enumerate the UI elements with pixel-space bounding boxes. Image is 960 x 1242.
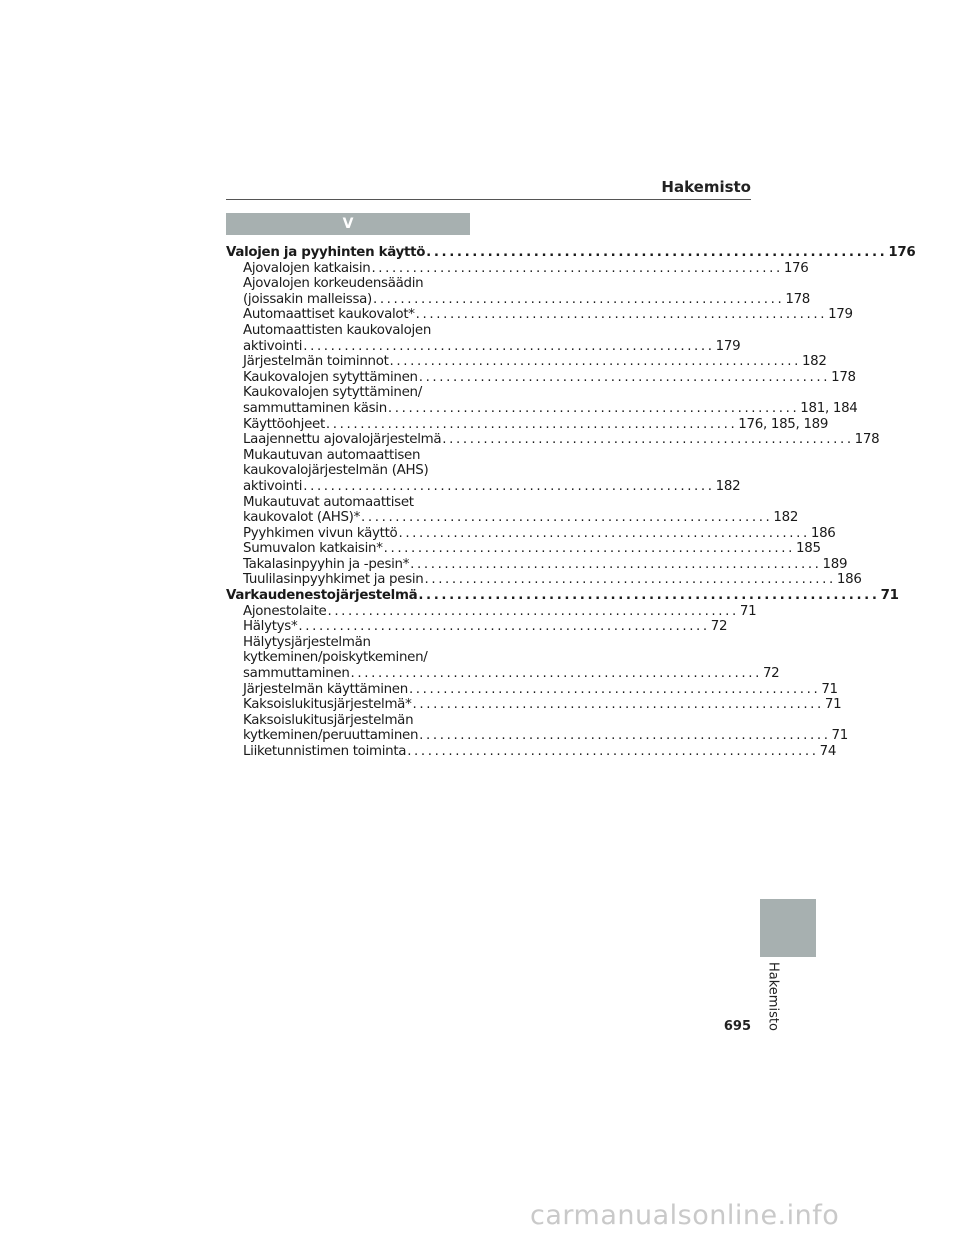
index-sub-entry [226, 463, 470, 479]
dot-leader: ............................................................ [412, 697, 824, 713]
index-entry-text: Valojen ja pyyhinten käyttö [226, 245, 426, 260]
index-page-ref: 176 [888, 245, 916, 260]
index-sub-entry [226, 635, 470, 651]
index-entry-text: Kaksoislukitusjärjestelmä* [243, 697, 412, 713]
dot-leader: ............................................................ [303, 478, 715, 494]
index-sub-entry [226, 744, 837, 760]
dot-leader: ............................................................ [408, 681, 821, 697]
index-sub-entry [226, 495, 470, 511]
index-entry-text: Takalasinpyyhin ja -pesin* [243, 556, 410, 572]
index-sub-entry [226, 681, 838, 698]
index-list [226, 245, 916, 760]
index-page-ref: 71 [821, 681, 838, 697]
index-entry-text: Tuulilasinpyyhkimet ja pesin [243, 572, 424, 588]
index-page-ref: 186 [810, 525, 836, 541]
index-entry-text: Kaukovalojen sytyttäminen [243, 369, 418, 385]
dot-leader: ............................................................ [419, 728, 831, 744]
index-entry-text: Liiketunnistimen toiminta [243, 744, 407, 759]
index-page-ref: 182 [715, 478, 741, 494]
index-entry-text: Varkaudenestojärjestelmä [226, 588, 418, 604]
section-letter-bar: V [226, 213, 470, 235]
index-sub-entry [226, 650, 470, 666]
index-entry-text: Automaattisten kaukovalojen [243, 322, 432, 338]
dot-leader: ............................................................ [418, 369, 831, 385]
index-sub-entry [226, 307, 853, 323]
index-entry-text: aktivointi [243, 338, 303, 354]
index-sub-entry [226, 619, 728, 635]
index-entry-text: Käyttöohjeet [243, 416, 325, 432]
dot-leader: ............................................................ [426, 245, 888, 260]
index-sub-entry [226, 385, 470, 401]
index-entry-text: sammuttaminen [243, 666, 350, 682]
index-sub-entry [226, 416, 829, 433]
index-page-ref: 71 [880, 588, 899, 604]
watermark: carmanualsonline.info [530, 1200, 840, 1231]
index-sub-entry [226, 448, 470, 464]
index-page-ref: 71 [739, 603, 757, 619]
index-entry-text: Hälytysjärjestelmän [243, 634, 371, 650]
index-page-ref: 178 [854, 432, 880, 448]
index-sub-entry [226, 432, 880, 448]
index-entry-text: Ajovalojen katkaisin [243, 260, 371, 276]
index-sub-entry [226, 556, 848, 573]
index-page-ref: 71 [831, 728, 848, 744]
dot-leader: ............................................................ [410, 556, 822, 572]
dot-leader: ............................................................ [389, 354, 801, 370]
dot-leader: ............................................................ [407, 744, 819, 759]
index-sub-entry [226, 369, 856, 386]
index-page-ref: 176 [783, 260, 809, 276]
index-entry-text: kytkeminen/peruuttaminen [243, 728, 419, 744]
index-page-ref: 176, 185, 189 [738, 416, 829, 432]
index-sub-entry [226, 603, 757, 620]
dot-leader: ............................................................ [325, 416, 738, 432]
index-sub-entry [226, 510, 799, 526]
index-main-entry [226, 245, 916, 261]
dot-leader: ............................................................ [372, 291, 785, 307]
dot-leader: ............................................................ [371, 260, 783, 276]
index-page-ref: 182 [773, 510, 799, 526]
index-page-ref: 189 [822, 556, 848, 572]
index-entry-text: aktivointi [243, 478, 303, 494]
page-number: 695 [723, 1019, 751, 1034]
index-entry-text: Kaukovalojen sytyttäminen/ [243, 385, 422, 401]
index-entry-text: Mukautuvat automaattiset [243, 494, 414, 510]
index-page-ref: 182 [801, 354, 827, 370]
thumb-index-tab [760, 899, 816, 957]
index-sub-entry [226, 400, 858, 417]
index-page-ref: 181, 184 [800, 400, 858, 416]
index-entry-text: kytkeminen/poiskytkeminen/ [243, 650, 428, 666]
index-entry-text: kaukovalojärjestelmän (AHS) [243, 463, 429, 479]
index-page-ref: 178 [785, 291, 811, 307]
index-page-ref: 72 [762, 666, 780, 682]
index-sub-entry [226, 354, 827, 370]
index-entry-text: Pyyhkimen vivun käyttö [243, 525, 398, 541]
index-entry-text: Kaksoislukitusjärjestelmän [243, 712, 414, 728]
index-sub-entry [226, 525, 836, 542]
dot-leader: ............................................................ [387, 400, 800, 416]
index-entry-text: Järjestelmän toiminnot [243, 354, 389, 370]
dot-leader: ............................................................ [298, 619, 710, 635]
index-sub-entry [226, 666, 780, 682]
index-page-ref: 186 [836, 572, 862, 588]
dot-leader: ............................................................ [415, 307, 828, 323]
index-entry-text: Ajonestolaite [243, 603, 327, 619]
index-sub-entry [226, 697, 842, 713]
index-sub-entry [226, 541, 821, 557]
header-divider [226, 199, 751, 200]
dot-leader: ............................................................ [361, 510, 773, 526]
dot-leader: ............................................................ [350, 666, 762, 682]
index-sub-entry [226, 291, 811, 308]
dot-leader: ............................................................ [398, 525, 810, 541]
index-sub-entry [226, 323, 470, 339]
side-tab-label: Hakemisto [765, 962, 781, 1031]
index-page-ref: 72 [710, 619, 728, 635]
index-entry-text: kaukovalot (AHS)* [243, 510, 361, 526]
dot-leader: ............................................................ [303, 338, 715, 354]
index-entry-text: Mukautuvan automaattisen [243, 447, 421, 463]
index-sub-entry [226, 713, 470, 729]
index-sub-entry [226, 572, 862, 588]
dot-leader: ............................................................ [418, 588, 880, 604]
index-sub-entry [226, 338, 741, 355]
dot-leader: ............................................................ [424, 572, 836, 588]
index-entry-text: Järjestelmän käyttäminen [243, 681, 408, 697]
dot-leader: ............................................................ [442, 432, 854, 448]
index-main-entry [226, 588, 899, 604]
index-entry-text: Sumuvalon katkaisin* [243, 541, 383, 557]
index-entry-text: Hälytys* [243, 619, 298, 635]
index-entry-text: Automaattiset kaukovalot* [243, 307, 415, 323]
dot-leader: ............................................................ [383, 541, 795, 557]
index-sub-entry [226, 478, 741, 495]
index-entry-text: (joissakin malleissa) [243, 291, 372, 307]
index-page-ref: 179 [828, 307, 853, 323]
index-page-ref: 179 [715, 338, 741, 354]
index-page-ref: 71 [824, 697, 842, 713]
dot-leader: ............................................................ [327, 603, 739, 619]
index-sub-entry [226, 276, 470, 292]
index-sub-entry [226, 260, 809, 277]
index-page-ref: 178 [831, 369, 856, 385]
index-page-ref: 74 [819, 744, 837, 759]
index-sub-entry [226, 728, 848, 744]
index-entry-text: sammuttaminen käsin [243, 400, 387, 416]
index-page-ref: 185 [796, 541, 821, 557]
index-entry-text: Ajovalojen korkeudensäädin [243, 276, 424, 292]
index-entry-text: Laajennettu ajovalojärjestelmä [243, 432, 442, 448]
running-header-title: Hakemisto [661, 178, 751, 196]
